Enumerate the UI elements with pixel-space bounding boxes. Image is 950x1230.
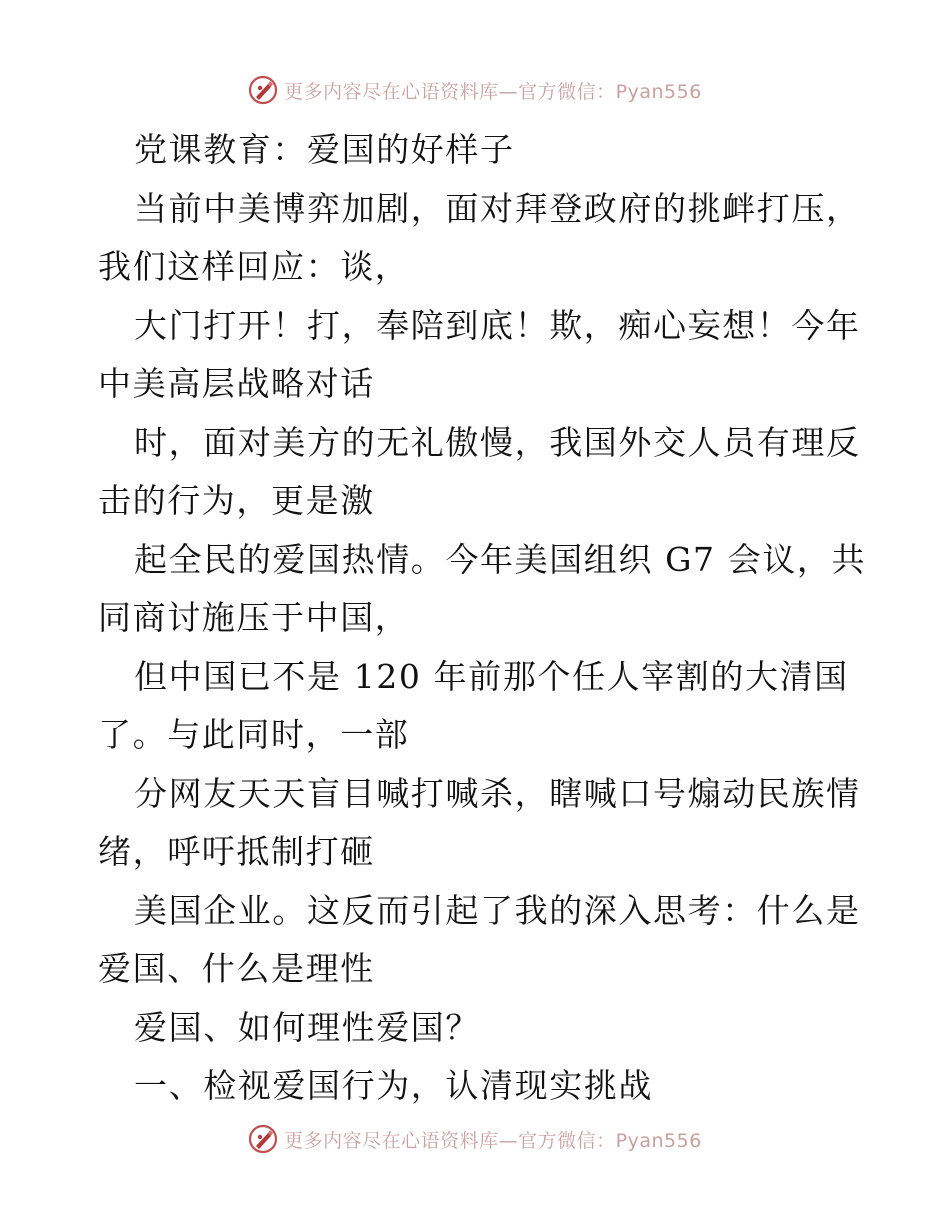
text-line: 时，面对美方的无礼傲慢，我国外交人员有理反 (134, 422, 861, 462)
text-line: 爱国、如何理性爱国？ (134, 1007, 480, 1047)
section-heading: 一、检视爱国行为，认清现实挑战 (134, 1066, 653, 1105)
text-line: 党课教育：爱国的好样子 (134, 130, 515, 169)
text-line: 分网友天天盲目喊打喊杀，瞎喊口号煽动民族情 (134, 773, 861, 813)
pen-logo-icon (248, 75, 278, 105)
text-line: 但中国已不是 120 年前那个任人宰割的大清国 (134, 656, 849, 696)
text-line: 击的行为，更是激 (98, 481, 375, 520)
text-line: 中美高层战略对话 (98, 364, 375, 403)
pen-logo-icon (248, 1124, 278, 1154)
body-text (98, 121, 867, 1116)
text-line: 同商讨施压于中国， (98, 598, 410, 637)
header-watermark-text: 更多内容尽在心语资料库—官方微信：Pyan556 (284, 80, 702, 103)
text-line: 大门打开！打，奉陪到底！欺，痴心妄想！今年 (134, 305, 861, 345)
text-line: 绪，呼吁抵制打砸 (98, 832, 375, 871)
text-line: 爱国、什么是理性 (98, 949, 375, 988)
text-line: 了。与此同时，一部 (98, 715, 410, 754)
text-line: 我们这样回应：谈， (98, 247, 410, 286)
footer-watermark (0, 1121, 950, 1157)
text-line: 起全民的爱国热情。今年美国组织 G7 会议，共 (134, 539, 867, 579)
text-line: 当前中美博弈加剧，面对拜登政府的挑衅打压， (134, 188, 861, 228)
header-watermark (0, 72, 950, 108)
footer-watermark-text: 更多内容尽在心语资料库—官方微信：Pyan556 (284, 1129, 702, 1152)
text-line: 美国企业。这反而引起了我的深入思考：什么是 (134, 890, 861, 930)
